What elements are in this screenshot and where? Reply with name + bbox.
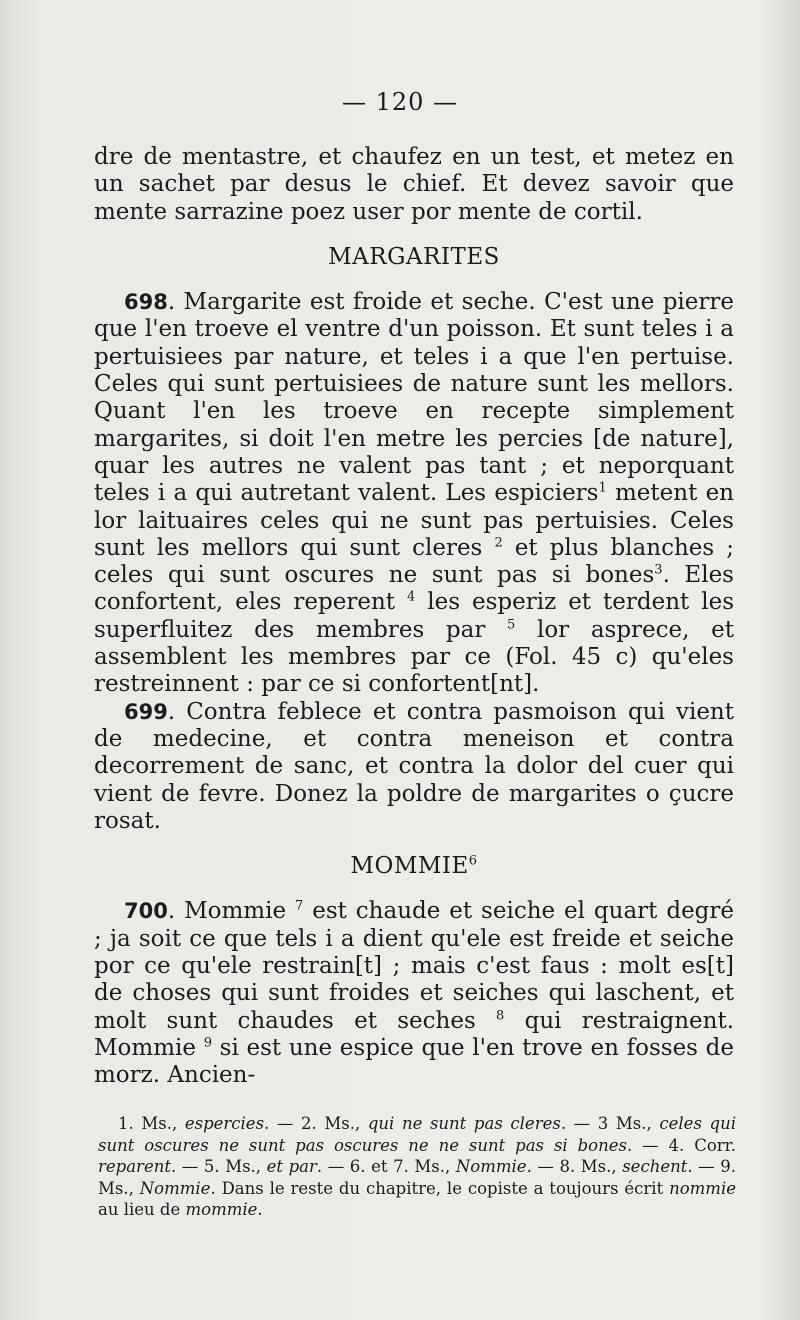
footnote-text: . — 9. Ms., — [98, 1157, 736, 1198]
footnote-ref: 8 — [496, 1007, 505, 1023]
footnote-italic: espercies — [184, 1114, 265, 1133]
footnote-block — [98, 1113, 736, 1221]
text-run: . Mommie — [167, 898, 295, 925]
footnote-ref: 4 — [407, 589, 416, 605]
section-title-mommie — [94, 853, 734, 880]
footnote-italic: mommie — [185, 1200, 258, 1219]
footnote-ref: 5 — [507, 617, 516, 633]
heading-text: MOMMIE — [350, 853, 469, 880]
footnote-italic: sechent — [622, 1157, 688, 1176]
text-run: qui restraignent. Mommie — [94, 1007, 734, 1061]
footnote-text: . — 8. Ms., — [526, 1157, 623, 1176]
paragraph-698 — [94, 289, 734, 698]
footnote-ref: 6 — [468, 853, 478, 869]
paragraph-number: 700 — [124, 899, 168, 924]
footnote-text: au lieu de — [98, 1200, 186, 1219]
paragraph-700 — [94, 898, 734, 1089]
footnote-text: . — 6. et 7. Ms., — [316, 1157, 456, 1176]
footnote-text: . Dans le reste du chapitre, le copiste a toujours écrit — [210, 1178, 670, 1198]
paragraph-number: 699 — [124, 699, 168, 724]
footnote-italic: celes qui sunt oscures ne sunt pas oscures ne ne sunt pas si bones — [98, 1114, 736, 1155]
main-text — [94, 144, 734, 1090]
text-run: les esperiz et terdent les superfluitez des membres par — [94, 589, 734, 643]
intro-paragraph: dre de mentastre, et chaufez en un test, et metez en un sachet par desus le chief. Et devez savoir que mente sarrazine poez user por mente de cortil. — [94, 144, 734, 225]
footnotes — [98, 1113, 736, 1221]
footnote-text: 1. Ms., — [118, 1114, 185, 1133]
text-run: . Contra feblece et contra pasmoison qui vient de medecine, et contra meneison et contra decorrement de sanc, et contra la dolor del cuer qui vient de fevre. Donez la poldre de margarites o çucre rosat. — [94, 698, 734, 834]
footnote-ref: 1 — [598, 480, 607, 496]
text-run: . Margarite est froide et seche. C'est une pierre que l'en troeve el ventre d'un poisson. Et sunt teles i a pertuisiees par nature, et teles i a que l'en pertuise. Celes qui sunt pertuisiees de nature sunt les mellors. Quant l'en les troeve en recepte simplement margarites, si doit l'en metre les percies [de nature], quar les autres ne valent pas tant ; et neporquant teles i a qui autretant valent. Les espiciers — [94, 289, 734, 507]
footnote-italic: Nommie — [139, 1178, 211, 1198]
footnote-italic: Nommie — [455, 1157, 527, 1176]
footnote-text: . — 3 Ms., — [560, 1114, 660, 1133]
footnote-italic: reparent — [98, 1157, 171, 1176]
footnote-italic: qui ne sunt pas cleres — [367, 1114, 561, 1133]
page-number-header: — 120 — — [341, 88, 459, 116]
footnote-text: . — [257, 1200, 263, 1219]
text-run: et plus blanches ; celes qui sunt oscures ne sunt pas si bones — [94, 534, 734, 589]
text-run: metent en lor laituaires celes qui ne sunt pas pertuisies. Celes sunt les mellors qui sunt cleres — [94, 480, 734, 561]
footnote-text: . — 2. Ms., — [264, 1114, 368, 1133]
footnote-italic: et par — [266, 1157, 317, 1176]
paragraph-699 — [94, 699, 734, 835]
text-run: lor asprece, et assemblent les membres par ce (Fol. 45 c) qu'eles restreinnent : par ce si confortent[nt]. — [94, 616, 734, 698]
footnote-ref: 3 — [654, 562, 663, 578]
footnote-text: . — 5. Ms., — [170, 1157, 267, 1176]
footnote-ref: 2 — [494, 535, 503, 551]
text-run: est chaude et seiche el quart degré ; ja soit ce que tels i a dient qu'ele est freide et seiche por ce qu'ele restrain[t] ; mais c'est faus : molt es[t] de choses qui sunt froides et seiches qui laschent, et molt sunt chaudes et seches — [94, 898, 735, 1034]
section-title-margarites: MARGARITES — [328, 243, 500, 270]
footnote-ref: 9 — [203, 1035, 212, 1051]
text-run: si est une espice que l'en trove en fosses de morz. Ancien- — [94, 1034, 735, 1089]
text-run: . Eles confortent, eles reperent — [94, 562, 734, 616]
paragraph-number: 698 — [124, 290, 168, 315]
footnote-text: . — 4. Corr. — [626, 1135, 736, 1155]
footnote-italic: nommie — [669, 1178, 736, 1198]
footnote-ref: 7 — [295, 898, 304, 914]
